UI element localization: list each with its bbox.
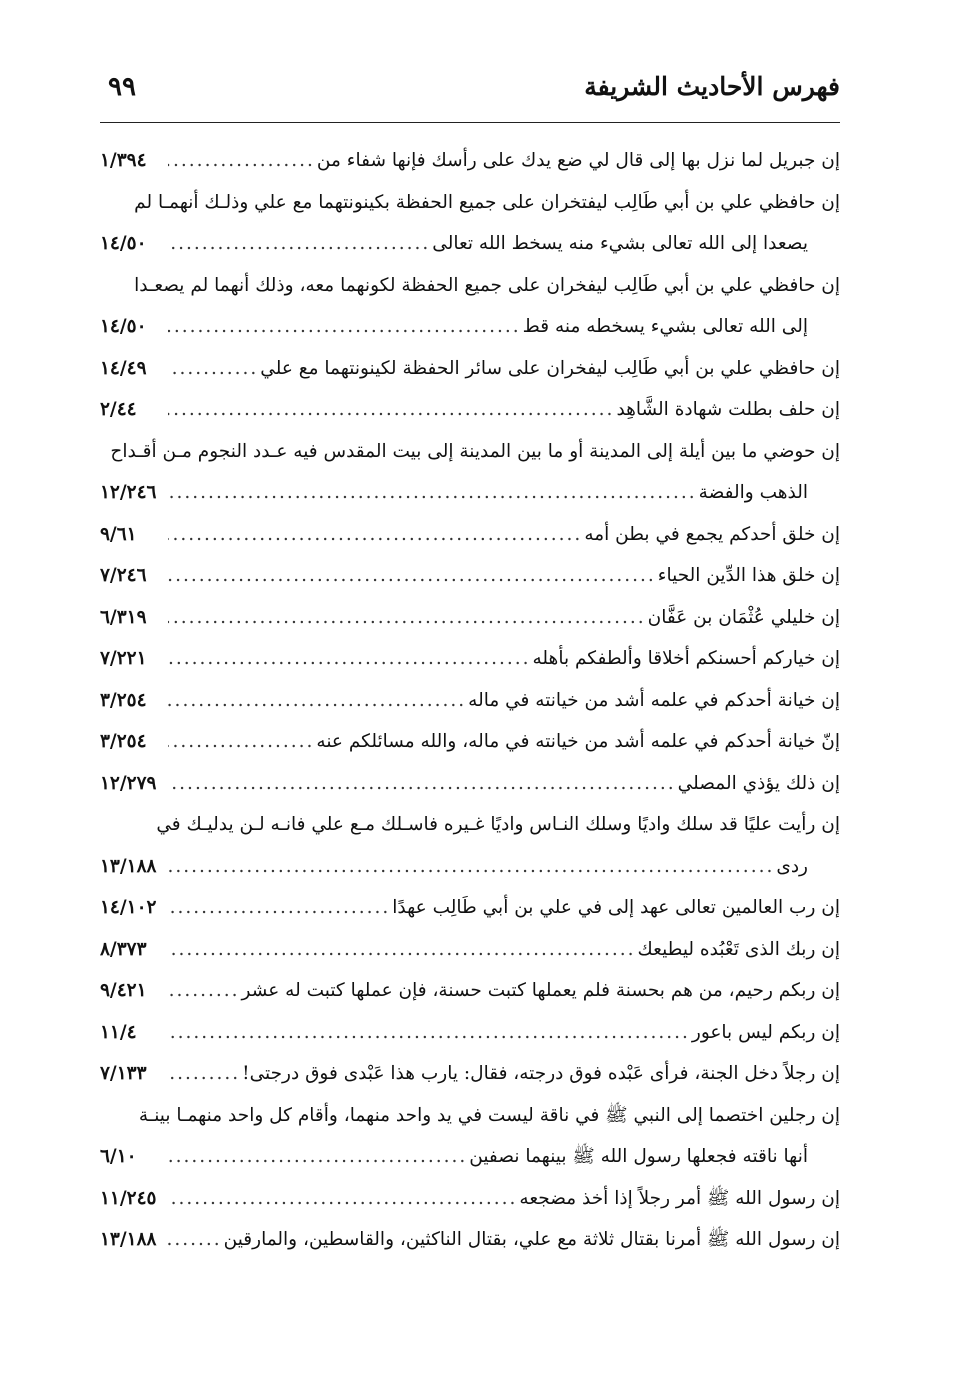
index-entry [100, 140, 840, 182]
hadith-text: إن رأيت عليًا قد سلك واديًا وسلك النـاس واديًا غـيره فاسـلك مـع علي فانـه لـن يدليـك في [156, 814, 840, 835]
dot-leader [168, 1136, 467, 1178]
hadith-text: ردى [776, 855, 808, 877]
hadith-text: إن حافظي علي بن أبي طَالِب ليفخران على جميع الحفظة لكونهما معه، وذلك أنهما لم يصعـدا [134, 274, 840, 296]
hadith-text: إن ربك الذى تَعْبُده ليطيعك [637, 938, 840, 960]
volume-page-reference: ٢/٤٤ [100, 399, 137, 420]
dot-leader [168, 929, 636, 971]
hadith-text: إن حافظي علي بن أبي طَالِب ليفتخران على جميع الحفظة بكينونتهما مع علي وذلـك أنهمـا لم [134, 191, 840, 213]
dot-leader [168, 846, 774, 888]
volume-page-reference: ١٤/٤٩ [100, 357, 147, 379]
dot-leader [168, 223, 430, 265]
volume-page-reference: ١/٣٩٤ [100, 150, 147, 171]
volume-page-reference: ٧/١٣٣ [100, 1063, 147, 1084]
dot-leader [168, 514, 582, 556]
dot-leader [168, 1219, 222, 1261]
dot-leader [168, 721, 314, 763]
hadith-text: إن رب العالمين تعالى عهد إلى في علي بن أبي طَالِب عهدًا [392, 897, 840, 918]
index-entry [100, 804, 840, 887]
volume-page-reference: ١٤/٥٠ [100, 316, 147, 337]
index-entry [100, 1053, 840, 1095]
dot-leader [168, 555, 656, 597]
index-entry [100, 680, 840, 722]
header-rule [100, 122, 840, 123]
index-entry [100, 1178, 840, 1220]
hadith-text: إن حلف بطلت شهادة الشَّاهِد [616, 399, 840, 420]
dot-leader [168, 1012, 690, 1054]
dot-leader [168, 472, 697, 514]
volume-page-reference: ١٤/٥٠ [100, 233, 147, 254]
dot-leader [168, 680, 466, 722]
index-entry [100, 887, 840, 929]
hadith-text: إن رجلين اختصما إلى النبي ﷺ في ناقة ليست في يد واحد منهما، وأقام كل واحد منهمـا بينـة [138, 1104, 840, 1126]
dot-leader [168, 597, 646, 639]
volume-page-reference: ١١/٤ [100, 1021, 137, 1043]
index-entry [100, 929, 840, 971]
volume-page-reference: ٨/٣٧٣ [100, 938, 147, 960]
index-entry [100, 597, 840, 639]
hadith-text: إن خليلي عُثْمَان بن عَفَّان [647, 606, 840, 628]
dot-leader [168, 140, 315, 182]
volume-page-reference: ٦/١٠ [100, 1146, 137, 1167]
hadith-text: إن رسول الله ﷺ أمر رجلاً إذا أخذ مضجعه [519, 1187, 840, 1209]
dot-leader [168, 348, 258, 390]
hadith-text: إن خلق هذا الدِّين الحياء [657, 565, 840, 586]
hadith-text: إلى الله تعالى بشيء يسخطه منه قط [522, 316, 808, 337]
hadith-text: إن رسول الله ﷺ أمرنا بقتال ثلاثة مع علي، بقتال الناكثين، والقاسطين، والمارقين [223, 1229, 840, 1250]
dot-leader [168, 970, 240, 1012]
hadith-text: إن حافظي علي بن أبي طَالِب ليفخران على سائر الحفظة لكينونتهما مع علي [260, 357, 840, 379]
dot-leader [168, 306, 521, 348]
volume-page-reference: ١٤/١٠٢ [100, 897, 157, 918]
page-number: ٩٩ [108, 72, 136, 102]
volume-page-reference: ٣/٢٥٤ [100, 731, 147, 752]
index-entry [100, 389, 840, 431]
index-entry [100, 1012, 840, 1054]
hadith-index-list [100, 140, 840, 1261]
volume-page-reference: ٧/٢٢١ [100, 648, 147, 669]
volume-page-reference: ١٢/٢٧٩ [100, 772, 157, 794]
hadith-text: إن حوضي ما بين أيلة إلى المدينة أو ما بين المدينة إلى بيت المقدس فيه عـدد النجوم مـن أقـداح [110, 440, 840, 462]
page-header [100, 70, 840, 110]
index-entry [100, 182, 840, 265]
hadith-text: إن جبريل لما نزل بها إلى قال لي ضع يدك على رأسك فإنها شفاء من [316, 150, 840, 171]
volume-page-reference: ١١/٢٤٥ [100, 1187, 157, 1209]
index-entry [100, 1095, 840, 1178]
hadith-text: الذهب والفضة [698, 482, 808, 503]
volume-page-reference: ١٣/١٨٨ [100, 855, 157, 877]
volume-page-reference: ٩/٤٢١ [100, 980, 147, 1001]
volume-page-reference: ١٢/٢٤٦ [100, 482, 157, 503]
volume-page-reference: ٩/٦١ [100, 523, 137, 545]
index-entry [100, 514, 840, 556]
index-entry [100, 763, 840, 805]
volume-page-reference: ٦/٣١٩ [100, 606, 147, 628]
dot-leader [168, 763, 676, 805]
index-entry [100, 1219, 840, 1261]
hadith-text: إن ربكم ليس باعور [691, 1021, 840, 1043]
volume-page-reference: ١٣/١٨٨ [100, 1229, 157, 1250]
dot-leader [168, 389, 614, 431]
hadith-text: إن خياركم أحسنكم أخلاقا وألطفكم بأهله [532, 648, 840, 669]
dot-leader [168, 1178, 517, 1220]
hadith-text: إن ذلك يؤذي المصلي [677, 772, 840, 794]
index-entry [100, 970, 840, 1012]
volume-page-reference: ٧/٢٤٦ [100, 565, 147, 586]
running-title: فهرس الأحاديث الشريفة [584, 72, 840, 101]
hadith-text: إن ربكم رحيم، من هم بحسنة فلم يعملها كتبت حسنة، فإن عملها كتبت له عشر [241, 980, 840, 1001]
index-entry [100, 555, 840, 597]
hadith-text: أنها ناقته فجعلها رسول الله ﷺ بينهما نصفين [469, 1146, 808, 1167]
dot-leader [168, 638, 531, 680]
hadith-text: إن خيانة أحدكم في علمه أشد من خيانته في ماله [468, 689, 840, 711]
index-entry [100, 348, 840, 390]
index-entry [100, 638, 840, 680]
dot-leader [168, 887, 390, 929]
index-entry [100, 265, 840, 348]
index-entry [100, 721, 840, 763]
volume-page-reference: ٣/٢٥٤ [100, 689, 147, 711]
dot-leader [168, 1053, 240, 1095]
hadith-text: يصعدا إلى الله تعالى بشيء منه يسخط الله تعالى [432, 233, 808, 254]
index-entry [100, 431, 840, 514]
hadith-text: إنّ خيانة أحدكم في علمه أشد من خيانته في ماله، والله مسائلكم عنه [316, 731, 840, 752]
hadith-text: إن خلق أحدكم يجمع في بطن أمه [584, 523, 840, 545]
hadith-text: إن رجلاً دخل الجنة، فرأى عَبْده فوق درجته، فقال: يارب هذا عَبْدى فوق درجتى! [242, 1063, 840, 1084]
